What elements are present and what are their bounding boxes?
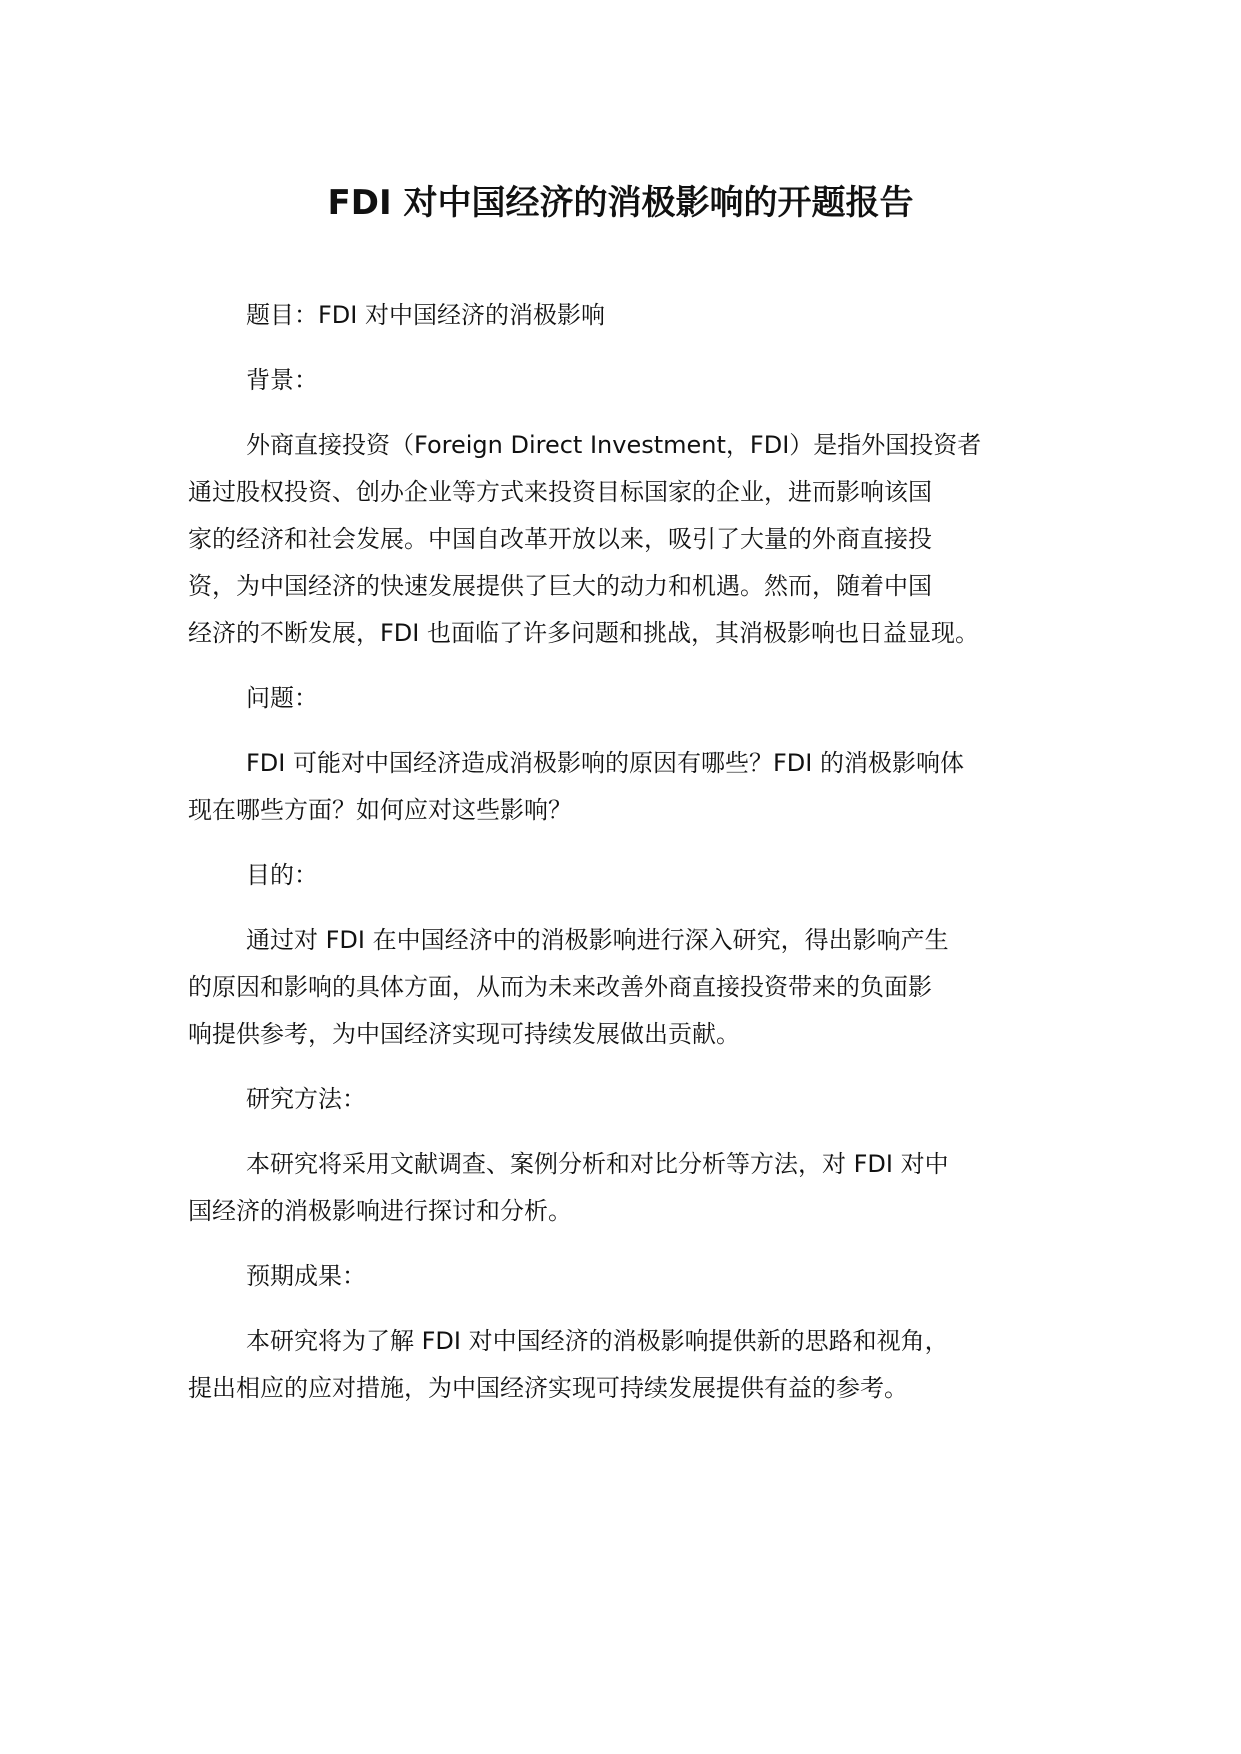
paragraph-line: 目的： bbox=[246, 861, 318, 889]
paragraph-line: 通过股权投资、创办企业等方式来投资目标国家的企业，进而影响该国 bbox=[188, 478, 932, 506]
paragraph-line: 经济的不断发展，FDI 也面临了许多问题和挑战，其消极影响也日益显现。 bbox=[188, 619, 979, 647]
paragraph-questions-heading bbox=[188, 675, 1068, 722]
document-body bbox=[188, 292, 1068, 1430]
paragraph-line: 现在哪些方面？如何应对这些影响？ bbox=[188, 796, 572, 824]
paragraph-line: 背景： bbox=[246, 366, 318, 394]
paragraph-line: 预期成果： bbox=[246, 1262, 366, 1290]
paragraph-purpose bbox=[188, 917, 1068, 1058]
document-title: FDI 对中国经济的消极影响的开题报告 bbox=[327, 183, 914, 223]
paragraph-line: 问题： bbox=[246, 684, 318, 712]
paragraph-background bbox=[188, 422, 1068, 657]
paragraph-topic bbox=[188, 292, 1068, 339]
paragraph-background-heading bbox=[188, 357, 1068, 404]
paragraph-line: 外商直接投资（Foreign Direct Investment，FDI）是指外国投资者 bbox=[246, 431, 982, 459]
paragraph-line: 本研究将为了解 FDI 对中国经济的消极影响提供新的思路和视角， bbox=[246, 1327, 949, 1355]
paragraph-line: 的原因和影响的具体方面，从而为未来改善外商直接投资带来的负面影 bbox=[188, 973, 932, 1001]
paragraph-questions bbox=[188, 740, 1068, 834]
paragraph-methods-heading bbox=[188, 1076, 1068, 1123]
paragraph-line: 提出相应的应对措施，为中国经济实现可持续发展提供有益的参考。 bbox=[188, 1374, 908, 1402]
paragraph-results bbox=[188, 1318, 1068, 1412]
paragraph-results-heading bbox=[188, 1253, 1068, 1300]
paragraph-line: 通过对 FDI 在中国经济中的消极影响进行深入研究，得出影响产生 bbox=[246, 926, 949, 954]
paragraph-line: FDI 可能对中国经济造成消极影响的原因有哪些？FDI 的消极影响体 bbox=[246, 749, 964, 777]
paragraph-methods bbox=[188, 1141, 1068, 1235]
paragraph-line: 本研究将采用文献调查、案例分析和对比分析等方法，对 FDI 对中 bbox=[246, 1150, 949, 1178]
paragraph-line: 题目：FDI 对中国经济的消极影响 bbox=[246, 301, 605, 329]
paragraph-line: 国经济的消极影响进行探讨和分析。 bbox=[188, 1197, 572, 1225]
paragraph-line: 研究方法： bbox=[246, 1085, 366, 1113]
paragraph-purpose-heading bbox=[188, 852, 1068, 899]
paragraph-line: 家的经济和社会发展。中国自改革开放以来，吸引了大量的外商直接投 bbox=[188, 525, 932, 553]
paragraph-line: 响提供参考，为中国经济实现可持续发展做出贡献。 bbox=[188, 1020, 740, 1048]
paragraph-line: 资，为中国经济的快速发展提供了巨大的动力和机遇。然而，随着中国 bbox=[188, 572, 932, 600]
